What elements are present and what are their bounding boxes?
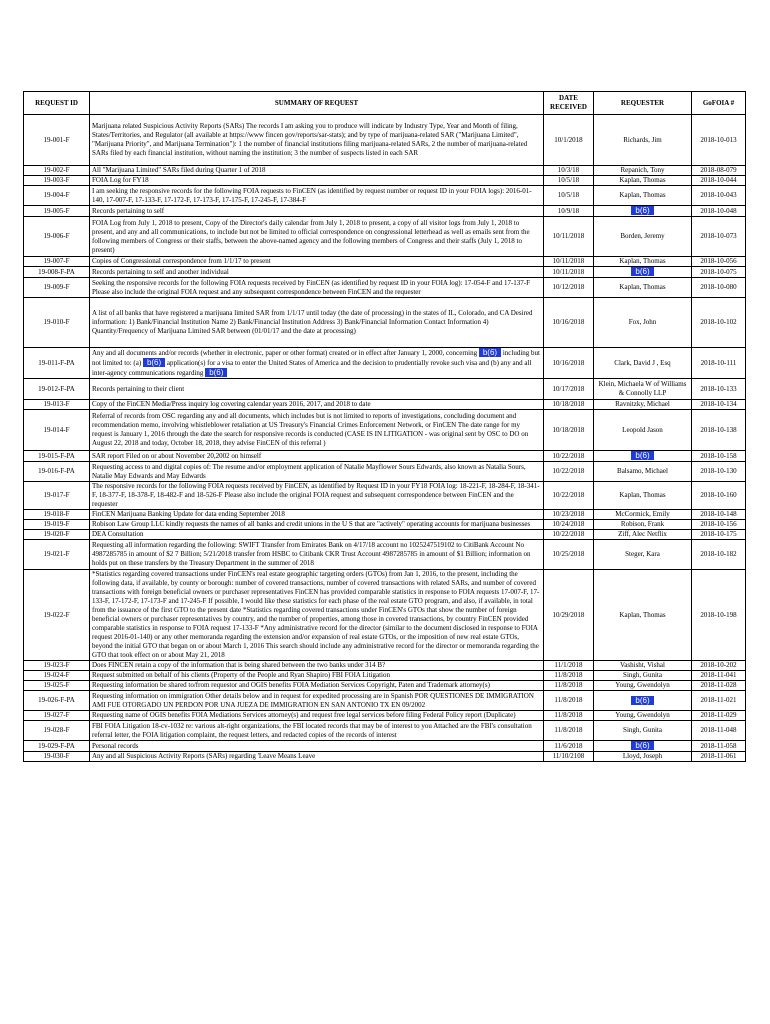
requester-redaction-box: b(6) [631, 267, 653, 276]
date-received-cell: 11/6/2018 [544, 741, 594, 752]
date-received-cell: 10/11/2018 [544, 257, 594, 267]
date-received-cell: 11/8/2018 [544, 691, 594, 711]
requester-cell [594, 267, 692, 278]
date-received-cell: 10/23/2018 [544, 510, 594, 520]
request-id-cell: 19-020-F [24, 530, 90, 540]
request-id-cell: 19-021-F [24, 540, 90, 570]
date-received-cell: 10/22/2018 [544, 451, 594, 462]
header-row [24, 92, 746, 115]
summary-cell: Request submitted on behalf of his clients (Property of the People and Ryan Shapiro) FBI FOIA Litigation [90, 671, 544, 681]
date-received-cell: 10/11/2018 [544, 217, 594, 257]
summary-cell: Robison Law Group LLC kindly requests the names of all banks and credit unions in the U S that are "actively" operating accounts for marijuana businesses [90, 520, 544, 530]
redaction-box: b(6) [479, 348, 501, 357]
summary-cell: Any and all documents and/or records (whether in electronic, paper or other format) created or in effect after January 1, 2000, concerning b(6) including but not limited to: (a) b(6) application(s) for a visa to enter the United States of America and the decision to prudentially revoke such visa and (b) any and all inter-agency communications regarding b(6) [90, 348, 544, 379]
summary-cell: I am seeking the responsive records for the following FOIA requests to FinCEN (as identified by request number or request ID in your FOIA logs): 2016-01-140, 17-007-F, 17-133-F, 17-172-F, 17-173-F, 17-175-F, 17-245-F, 17-384-F [90, 186, 544, 206]
request-id-cell: 19-028-F [24, 721, 90, 741]
requester-cell: Repanich, Tony [594, 166, 692, 176]
table-row [24, 752, 746, 762]
table-row [24, 570, 746, 661]
header-request-id: REQUEST ID [24, 92, 90, 115]
table-row [24, 379, 746, 400]
requester-cell: Leopold Jason [594, 410, 692, 451]
request-id-cell: 19-005-F [24, 206, 90, 217]
table-row [24, 520, 746, 530]
table-row [24, 257, 746, 267]
requester-cell: Kaplan, Thomas [594, 570, 692, 661]
table-row [24, 540, 746, 570]
table-row [24, 206, 746, 217]
table-body [24, 115, 746, 762]
request-id-cell: 19-018-F [24, 510, 90, 520]
request-id-cell: 19-025-F [24, 681, 90, 691]
request-id-cell: 19-014-F [24, 410, 90, 451]
header-summary: SUMMARY OF REQUEST [90, 92, 544, 115]
date-received-cell: 10/16/2018 [544, 348, 594, 379]
foia-log-table [23, 91, 746, 762]
request-id-cell: 19-030-F [24, 752, 90, 762]
gofoia-cell: 2018-10-160 [692, 482, 746, 510]
date-received-cell: 10/1/2018 [544, 115, 594, 166]
requester-cell: McCormick, Emily [594, 510, 692, 520]
requester-cell [594, 451, 692, 462]
requester-redaction-box: b(6) [631, 741, 653, 750]
date-received-cell: 11/1/2018 [544, 661, 594, 671]
gofoia-cell: 2018-10-156 [692, 520, 746, 530]
summary-cell: Records pertaining to self [90, 206, 544, 217]
requester-cell: Fox, John [594, 298, 692, 348]
table-row [24, 661, 746, 671]
table-row [24, 681, 746, 691]
gofoia-cell: 2018-11-041 [692, 671, 746, 681]
request-id-cell: 19-023-F [24, 661, 90, 671]
requester-redaction-box: b(6) [631, 696, 653, 705]
gofoia-cell: 2018-10-138 [692, 410, 746, 451]
requester-cell: Kaplan, Thomas [594, 176, 692, 186]
gofoia-cell: 2018-10-134 [692, 400, 746, 410]
requester-cell: Kaplan, Thomas [594, 257, 692, 267]
date-received-cell: 10/16/2018 [544, 298, 594, 348]
date-received-cell: 10/22/2018 [544, 482, 594, 510]
requester-cell: Young, Gwendolyn [594, 681, 692, 691]
date-received-cell: 10/18/2018 [544, 410, 594, 451]
request-id-cell: 19-017-F [24, 482, 90, 510]
gofoia-cell: 2018-10-102 [692, 298, 746, 348]
requester-redaction-box: b(6) [631, 451, 653, 460]
request-id-cell: 19-002-F [24, 166, 90, 176]
gofoia-cell: 2018-11-028 [692, 681, 746, 691]
table-row [24, 530, 746, 540]
date-received-cell: 10/3/18 [544, 166, 594, 176]
requester-cell: Klein, Michaela W of Williams & Connolly LLP [594, 379, 692, 400]
header-date-received: DATE RECEIVED [544, 92, 594, 115]
summary-cell: Records pertaining to their client [90, 379, 544, 400]
table-row [24, 482, 746, 510]
summary-cell: Copy of the FinCEN Media/Press inquiry log covering calendar years 2016, 2017, and 2018 to date [90, 400, 544, 410]
requester-cell [594, 691, 692, 711]
table-row [24, 267, 746, 278]
gofoia-cell: 2018-08-079 [692, 166, 746, 176]
requester-cell [594, 741, 692, 752]
request-id-cell: 19-011-F-PA [24, 348, 90, 379]
gofoia-cell: 2018-10-130 [692, 462, 746, 482]
summary-cell: FBI FOIA Litigation 18-cv-1032 re: various alt-right organizations, the FBI located records that may be of interest to you Attached are the FBI's consultation referral letter, the FOIA litigation complaint, the request letters, and redacted copies of the records of interest [90, 721, 544, 741]
summary-cell: A list of all banks that have registered a marijuana limited SAR from 1/1/17 until today (the date of processing) in the states of IL, Colorado, and CA Desired information: 1) Bank/Financial Institution Name 2) Bank/Financial Institution Address 3) Bank/Financial Information Contact Information 4) Quantity/Frequency of Marijuana Limited SAR between (01/01/17 and the date at processing) [90, 298, 544, 348]
request-id-cell: 19-004-F [24, 186, 90, 206]
summary-cell: DEA Consultation [90, 530, 544, 540]
date-received-cell: 11/8/2018 [544, 711, 594, 721]
requester-cell: Richards, Jim [594, 115, 692, 166]
gofoia-cell: 2018-11-048 [692, 721, 746, 741]
gofoia-cell: 2018-10-175 [692, 530, 746, 540]
request-id-cell: 19-010-F [24, 298, 90, 348]
summary-cell: Records pertaining to self and another individual [90, 267, 544, 278]
requester-cell: Kaplan, Thomas [594, 278, 692, 298]
gofoia-cell: 2018-10-182 [692, 540, 746, 570]
table-row [24, 298, 746, 348]
date-received-cell: 10/11/2018 [544, 267, 594, 278]
request-id-cell: 19-001-F [24, 115, 90, 166]
request-id-cell: 19-029-F-PA [24, 741, 90, 752]
table-row [24, 278, 746, 298]
gofoia-cell: 2018-10-056 [692, 257, 746, 267]
requester-cell: Clark, David J , Esq [594, 348, 692, 379]
table-row [24, 510, 746, 520]
table-row [24, 462, 746, 482]
request-id-cell: 19-022-F [24, 570, 90, 661]
summary-cell: SAR report Filed on or about November 20,2002 on himself [90, 451, 544, 462]
date-received-cell: 10/18/2018 [544, 400, 594, 410]
table-row [24, 451, 746, 462]
gofoia-cell: 2018-10-048 [692, 206, 746, 217]
request-id-cell: 19-007-F [24, 257, 90, 267]
date-received-cell: 10/25/2018 [544, 540, 594, 570]
date-received-cell: 10/17/2018 [544, 379, 594, 400]
summary-cell: The responsive records for the following FOIA requests received by FinCEN, as identified by Request ID in your FY18 FOIA log: 18-221-F, 18-284-F, 18-341-F, 18-377-F, 18-378-F, 18-482-F and 18-526-F Please also include the original FOIA request and subsequent correspondence between FinCEN and the requester [90, 482, 544, 510]
requester-cell: Lloyd, Joseph [594, 752, 692, 762]
gofoia-cell: 2018-10-148 [692, 510, 746, 520]
date-received-cell: 11/8/2018 [544, 681, 594, 691]
gofoia-cell: 2018-10-111 [692, 348, 746, 379]
date-received-cell: 10/12/2018 [544, 278, 594, 298]
gofoia-cell: 2018-10-043 [692, 186, 746, 206]
gofoia-cell: 2018-10-075 [692, 267, 746, 278]
request-id-cell: 19-027-F [24, 711, 90, 721]
table-row [24, 410, 746, 451]
gofoia-cell: 2018-11-058 [692, 741, 746, 752]
date-received-cell: 10/22/2018 [544, 462, 594, 482]
header-requester: REQUESTER [594, 92, 692, 115]
summary-cell: Copies of Congressional correspondence from 1/1/17 to present [90, 257, 544, 267]
summary-cell: Requesting name of OGIS benefits FOIA Mediations Services attorney(s) and request free legal services before filing Federal Policy report (Duplicate) [90, 711, 544, 721]
request-id-cell: 19-016-F-PA [24, 462, 90, 482]
date-received-cell: 10/5/18 [544, 176, 594, 186]
request-id-cell: 19-015-F-PA [24, 451, 90, 462]
summary-cell: FOIA Log for FY18 [90, 176, 544, 186]
requester-cell: Steger, Kara [594, 540, 692, 570]
date-received-cell: 10/9/18 [544, 206, 594, 217]
gofoia-cell: 2018-10-080 [692, 278, 746, 298]
gofoia-cell: 2018-10-073 [692, 217, 746, 257]
requester-cell [594, 206, 692, 217]
gofoia-cell: 2018-10-198 [692, 570, 746, 661]
table-row [24, 741, 746, 752]
requester-cell: Kaplan, Thomas [594, 186, 692, 206]
summary-cell: Requesting all information regarding the following: SWIFT Transfer from Emirates Bank on 4/17/18 account no 1025247519102 to CitiBank Account No 4987285785 in amount of $2 7 Billion; 5/21/2018 transfer from HSBC to Citibank CKR Trust Account 4987285785 in amount of $1 Billion; information on holds put on these transfers by the Treasury Department in the summer of 2018 [90, 540, 544, 570]
table-row [24, 671, 746, 681]
request-id-cell: 19-006-F [24, 217, 90, 257]
table-row [24, 217, 746, 257]
requester-cell: Balsamo, Michael [594, 462, 692, 482]
requester-cell: Robison, Frank [594, 520, 692, 530]
requester-cell: Singh, Gunita [594, 721, 692, 741]
requester-cell: Ravnitzky, Michael [594, 400, 692, 410]
table-row [24, 691, 746, 711]
table-row [24, 348, 746, 379]
gofoia-cell: 2018-10-013 [692, 115, 746, 166]
redaction-box: b(6) [205, 368, 227, 377]
gofoia-cell: 2018-11-021 [692, 691, 746, 711]
gofoia-cell: 2018-10-158 [692, 451, 746, 462]
request-id-cell: 19-024-F [24, 671, 90, 681]
requester-cell: Vashisht, Vishal [594, 661, 692, 671]
request-id-cell: 19-003-F [24, 176, 90, 186]
date-received-cell: 10/5/18 [544, 186, 594, 206]
table-row [24, 711, 746, 721]
summary-cell: Referral of records from OSC regarding any and all documents, which includes but is not limited to reports of investigations, concluding document and recommendation memo, involving whistleblower retaliation at US Treasury's Financial Crimes Enforcement Network, or FinCEN The date range for my request is January 1, 2016 through the date the search for responsive records is conducted (CASE IS IN LITIGATION - was original sent by OSC to DO on August 22, 2018 and today, October 18, 2018, they advise FinCEN of this referral ) [90, 410, 544, 451]
table-row [24, 166, 746, 176]
gofoia-cell: 2018-10-202 [692, 661, 746, 671]
gofoia-cell: 2018-10-044 [692, 176, 746, 186]
summary-cell: FinCEN Marijuana Banking Update for data ending September 2018 [90, 510, 544, 520]
summary-cell: Requesting information be shared to/from requestor and OGIS benefits FOIA Mediation Services Copyright, Paten and Trademark attorney(s) [90, 681, 544, 691]
request-id-cell: 19-013-F [24, 400, 90, 410]
date-received-cell: 11/8/2018 [544, 721, 594, 741]
table-row [24, 186, 746, 206]
request-id-cell: 19-012-F-PA [24, 379, 90, 400]
requester-cell: Singh, Gunita [594, 671, 692, 681]
header-gofoia: GoFOIA # [692, 92, 746, 115]
table-row [24, 400, 746, 410]
table-row [24, 115, 746, 166]
gofoia-cell: 2018-10-133 [692, 379, 746, 400]
summary-cell: Requesting information on immigration Other details below and in request for expedited processing are in Spanish POR QUESTIONES DE IMMIGRATION AMI FUE OTORGADO UN PERDON POR UNA JUEZA DE IMMIGRATION EN SAN ANTONIO TX EN 09/2002 [90, 691, 544, 711]
summary-cell: Marijuana related Suspicious Activity Reports (SARs) The records I am asking you to produce will indicate by Industry Type, Year and Month of filing, States/Territories, and Regulator (all available at https://www fincen gov/reports/sar-stats); and by type of marijuana-related SAR ("Marijuana Limited", "Marijuana Priority", and Marijuana Termination"): 1 the number of financial institutions filing marijuana-related SARs, 2 the number of marijuana-related SARs filed by each financial institution, without naming the institution; 3 the number of suspects listed in each SAR [90, 115, 544, 166]
date-received-cell: 10/29/2018 [544, 570, 594, 661]
requester-cell: Young, Gwendolyn [594, 711, 692, 721]
requester-redaction-box: b(6) [631, 206, 653, 215]
summary-cell: Seeking the responsive records for the following FOIA requests received by FinCEN (as identified by request ID in your FOIA log): 17-054-F and 17-137-F Please also include the original FOIA request and any subsequent correspondence between FinCEN and the requester [90, 278, 544, 298]
table-row [24, 721, 746, 741]
summary-cell: Requesting access to and digital copies of: The resume and/or employment application of Natalie Mayflower Sours Edwards, also known as Natalia Sours, Natalie May Edwards and May Edwards [90, 462, 544, 482]
date-received-cell: 11/10/2108 [544, 752, 594, 762]
requester-cell: Borden, Jeremy [594, 217, 692, 257]
summary-cell: Personal records [90, 741, 544, 752]
summary-cell: FOIA Log from July 1, 2018 to present, Copy of the Director's daily calendar from July 1, 2018 to present, a copy of all visitor logs from July 1, 2018 to present, and any and all communications, to include but not be limited to official correspondence on congressional letterhead as well as emails sent from the following members of Congress or their staffs, between the above-named agency and the following members of Congress and their staffs (July 1, 2018 to present) [90, 217, 544, 257]
date-received-cell: 10/22/2018 [544, 530, 594, 540]
date-received-cell: 11/8/2018 [544, 671, 594, 681]
request-id-cell: 19-019-F [24, 520, 90, 530]
request-id-cell: 19-009-F [24, 278, 90, 298]
request-id-cell: 19-026-F-PA [24, 691, 90, 711]
summary-cell: Does FINCEN retain a copy of the information that is being shared between the two banks under 314 B? [90, 661, 544, 671]
table-row [24, 176, 746, 186]
request-id-cell: 19-008-F-PA [24, 267, 90, 278]
summary-cell: All "Marijuana Limited" SARs filed during Quarter 1 of 2018 [90, 166, 544, 176]
date-received-cell: 10/24/2018 [544, 520, 594, 530]
requester-cell: Kaplan, Thomas [594, 482, 692, 510]
gofoia-cell: 2018-11-029 [692, 711, 746, 721]
summary-cell: Any and all Suspicious Activity Reports (SARs) regarding 'Leave Means Leave [90, 752, 544, 762]
gofoia-cell: 2018-11-061 [692, 752, 746, 762]
requester-cell: Ziff, Alec Netflix [594, 530, 692, 540]
redaction-box: b(6) [143, 358, 165, 367]
summary-cell: *Statistics regarding covered transactions under FinCEN's real estate geographic targeting orders (GTOs) from Jan 1, 2016, to the present, including the following data, if available, by county or borough: number of covered transactions, number of covered transactions with related SARs, and number of covered transactions with foreign beneficial owners or purchaser representatives FinCEN has provided comparable statistics in response to FOIA requests 17-007-F, 17-133-F, 17-172-F, 17-173-F and 17-245-F If possible, I would like these statistics for each phase of the real estate GTO program, and also, if available, in total from the issuance of the first GTO to the present date *Statistics regarding covered transactions under FinCEN's GTOs that show the number of foreign beneficial owners or purchaser representatives by country, and the number of properties, among those in covered transactions, by country FinCEN provided comparable statistics in response to FOIA request 17-133-F *Any administrative record for the director (similar to the document disclosed in response to FOIA request 2016-01-140) or any other memoranda regarding the extension and/or expansion of real estate GTOs, or the imposition of new real estate GTOs, beyond the initial GTO that began on or about March 1, 2016 This search should include any administrative record for the director or memoranda regarding the GTO that took effect on or about May 21, 2018 [90, 570, 544, 661]
